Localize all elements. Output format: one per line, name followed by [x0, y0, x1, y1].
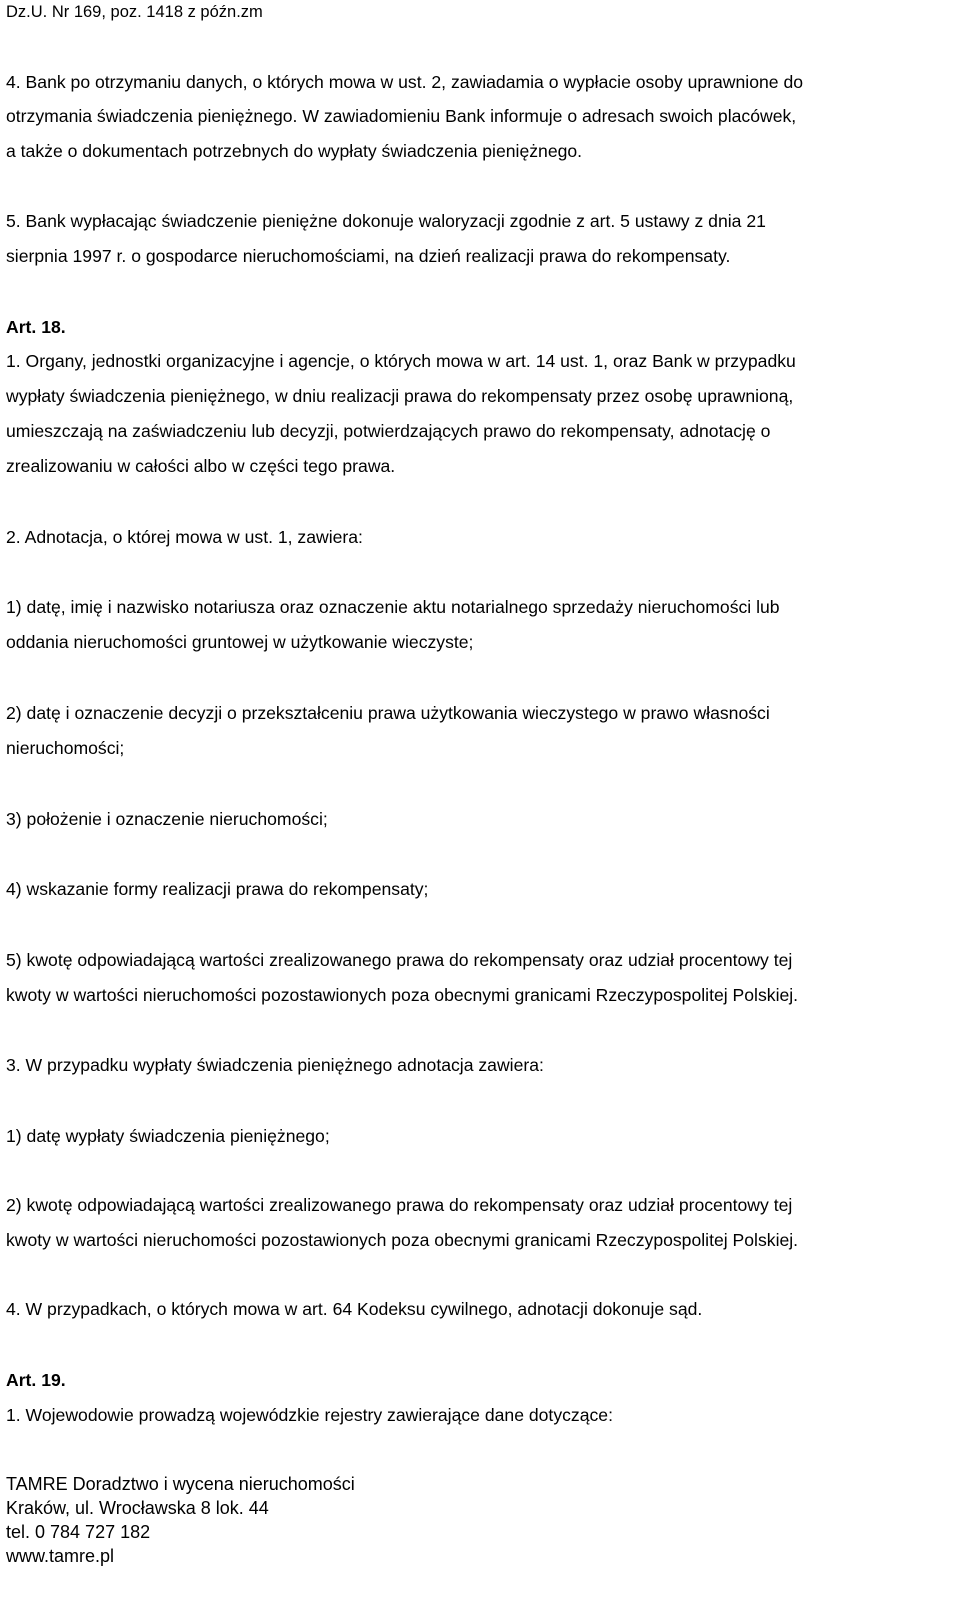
document-header-reference: Dz.U. Nr 169, poz. 1418 z późn.zm — [6, 3, 263, 21]
article-18-section-2-item-1-line-2: oddania nieruchomości gruntowej w użytkowanie wieczyste; — [6, 632, 474, 652]
footer-address: Kraków, ul. Wrocławska 8 lok. 44 — [6, 1498, 269, 1518]
article-18-section-2-item-2-line-1: 2) datę i oznaczenie decyzji o przekształceniu prawa użytkowania wieczystego w prawo własności — [6, 703, 770, 723]
paragraph-4-line-2: otrzymania świadczenia pieniężnego. W zawiadomieniu Bank informuje o adresach swoich placówek, — [6, 106, 797, 126]
article-18-section-2: 2. Adnotacja, o której mowa w ust. 1, zawiera: — [6, 527, 363, 547]
footer-phone: tel. 0 784 727 182 — [6, 1522, 151, 1542]
article-18-section-4: 4. W przypadkach, o których mowa w art. 64 Kodeksu cywilnego, adnotacji dokonuje sąd. — [6, 1299, 703, 1319]
paragraph-4-line-3: a także o dokumentach potrzebnych do wypłaty świadczenia pieniężnego. — [6, 141, 583, 161]
footer-company-name: TAMRE Doradztwo i wycena nieruchomości — [6, 1474, 355, 1494]
article-18-section-2-item-1-line-1: 1) datę, imię i nazwisko notariusza oraz oznaczenie aktu notarialnego sprzedaży nieruchomości lub — [6, 597, 780, 617]
article-18-section-2-item-2-line-2: nieruchomości; — [6, 738, 125, 758]
footer-website: www.tamre.pl — [6, 1546, 115, 1566]
article-18-section-3-item-1: 1) datę wypłaty świadczenia pieniężnego; — [6, 1126, 330, 1146]
article-18-section-1-line-1: 1. Organy, jednostki organizacyjne i agencje, o których mowa w art. 14 ust. 1, oraz Bank w przypadku — [6, 351, 796, 371]
article-18-section-1-line-3: umieszczają na zaświadczeniu lub decyzji, potwierdzających prawo do rekompensaty, adnotację o — [6, 421, 771, 441]
article-18-section-2-item-4: 4) wskazanie formy realizacji prawa do rekompensaty; — [6, 879, 429, 899]
article-19-section-1: 1. Wojewodowie prowadzą wojewódzkie rejestry zawierające dane dotyczące: — [6, 1405, 613, 1425]
article-19-heading: Art. 19. — [6, 1370, 66, 1390]
article-18-section-1-line-2: wypłaty świadczenia pieniężnego, w dniu realizacji prawa do rekompensaty przez osobę uprawnioną, — [6, 386, 794, 406]
article-18-section-1-line-4: zrealizowaniu w całości albo w części tego prawa. — [6, 456, 396, 476]
paragraph-5-line-2: sierpnia 1997 r. o gospodarce nieruchomościami, na dzień realizacji prawa do rekompensaty. — [6, 246, 731, 266]
article-18-heading: Art. 18. — [6, 317, 66, 337]
article-18-section-2-item-5-line-1: 5) kwotę odpowiadającą wartości zrealizowanego prawa do rekompensaty oraz udział procentowy tej — [6, 950, 793, 970]
article-18-section-3-item-2-line-2: kwoty w wartości nieruchomości pozostawionych poza obecnymi granicami Rzeczypospolitej Polskiej. — [6, 1230, 799, 1250]
article-18-section-2-item-3: 3) położenie i oznaczenie nieruchomości; — [6, 809, 328, 829]
article-18-section-2-item-5-line-2: kwoty w wartości nieruchomości pozostawionych poza obecnymi granicami Rzeczypospolitej Polskiej. — [6, 985, 799, 1005]
article-18-section-3: 3. W przypadku wypłaty świadczenia pieniężnego adnotacja zawiera: — [6, 1055, 544, 1075]
article-18-section-3-item-2-line-1: 2) kwotę odpowiadającą wartości zrealizowanego prawa do rekompensaty oraz udział procentowy tej — [6, 1195, 793, 1215]
paragraph-4-line-1: 4. Bank po otrzymaniu danych, o których mowa w ust. 2, zawiadamia o wypłacie osoby uprawnione do — [6, 72, 804, 92]
paragraph-5-line-1: 5. Bank wypłacając świadczenie pieniężne dokonuje waloryzacji zgodnie z art. 5 ustawy z dnia 21 — [6, 211, 766, 231]
